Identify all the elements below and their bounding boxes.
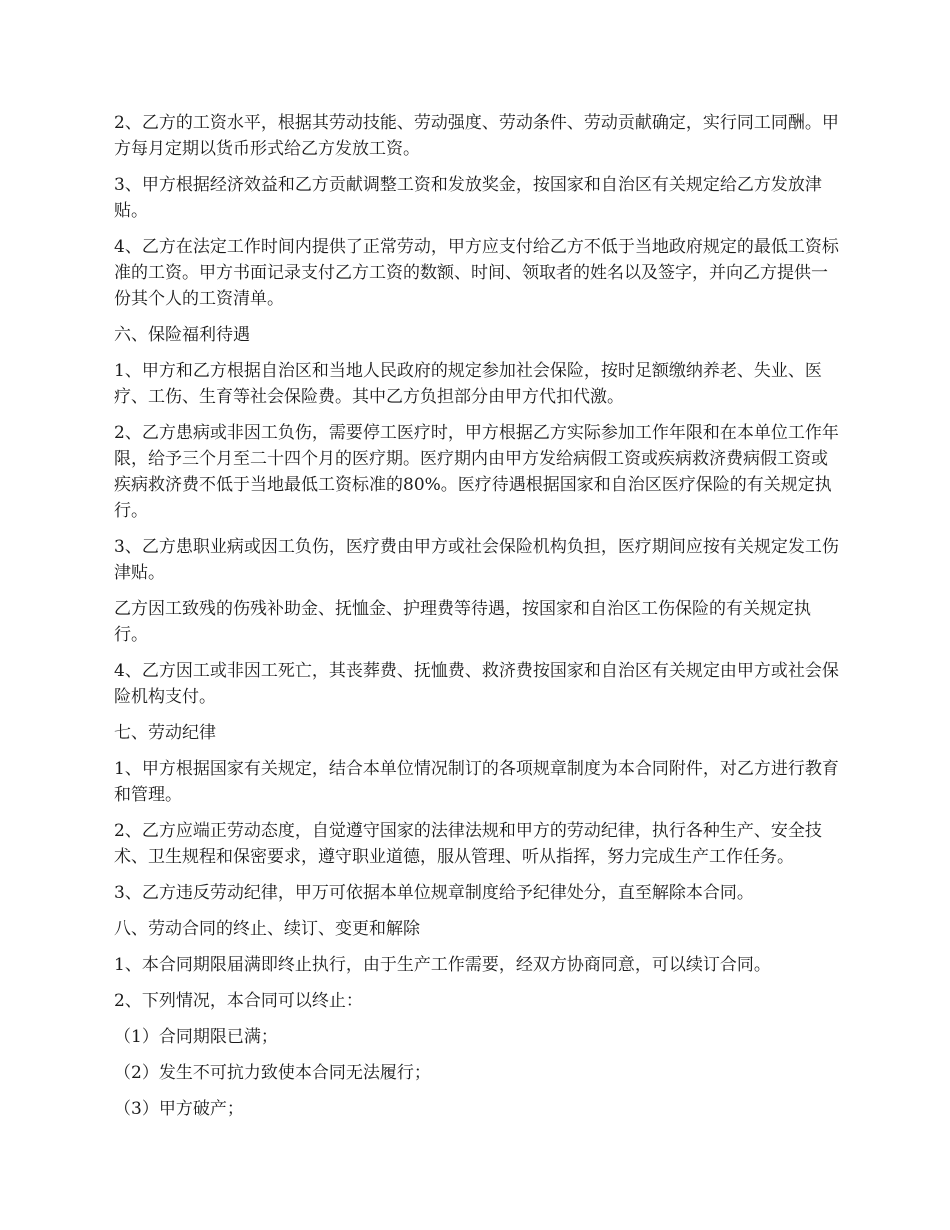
paragraph: 3、乙方患职业病或因工负伤，医疗费由甲方或社会保险机构负担，医疗期间应按有关规定发工伤津贴。 — [114, 537, 839, 583]
list-item: （2）发生不可抗力致使本合同无法履行； — [114, 1063, 431, 1083]
paragraph: 1、本合同期限届满即终止执行，由于生产工作需要，经双方协商同意，可以续订合同。 — [114, 955, 771, 975]
paragraph: 2、下列情况，本合同可以终止： — [114, 991, 363, 1011]
paragraph: 3、乙方违反劳动纪律，甲万可依据本单位规章制度给予纪律处分，直至解除本合同。 — [114, 883, 754, 903]
paragraph: 4、乙方在法定工作时间内提供了正常劳动，甲方应支付给乙方不低于当地政府规定的最低工资标准的工资。甲方书面记录支付乙方工资的数额、时间、领取者的姓名以及签字，并向乙方提供一份其个人的工资清单。 — [114, 237, 839, 309]
section-heading: 七、劳动纪律 — [114, 723, 216, 743]
paragraph: 3、甲方根据经济效益和乙方贡献调整工资和发放奖金，按国家和自治区有关规定给乙方发放津贴。 — [114, 175, 822, 221]
paragraph: 1、甲方和乙方根据自治区和当地人民政府的规定参加社会保险，按时足额缴纳养老、失业、医疗、工伤、生育等社会保险费。其中乙方负担部分由甲方代扣代激。 — [114, 361, 822, 407]
paragraph: 2、乙方的工资水平，根据其劳动技能、劳动强度、劳动条件、劳动贡献确定，实行同工同酬。甲方每月定期以货币形式给乙方发放工资。 — [114, 113, 839, 159]
document-body — [114, 110, 844, 1132]
paragraph: 1、甲方根据国家有关规定，结合本单位情况制订的各项规章制度为本合同附件，对乙方进行教育和管理。 — [114, 759, 839, 805]
paragraph: 乙方因工致残的伤残补助金、抚恤金、护理费等待遇，按国家和自治区工伤保险的有关规定执行。 — [114, 599, 811, 645]
section-heading: 六、保险福利待遇 — [114, 325, 250, 345]
paragraph: 2、乙方应端正劳动态度，自觉遵守国家的法律法规和甲方的劳动纪律，执行各种生产、安全技术、卫生规程和保密要求，遵守职业道德，服从管理、听从指挥，努力完成生产工作任务。 — [114, 821, 822, 867]
list-item: （1）合同期限已满； — [114, 1027, 278, 1047]
section-heading: 八、劳动合同的终止、续订、变更和解除 — [114, 919, 420, 939]
list-item: （3）甲方破产； — [114, 1099, 244, 1119]
paragraph: 2、乙方患病或非因工负伤，需要停工医疗时，甲方根据乙方实际参加工作年限和在本单位工作年限，给予三个月至二十四个月的医疗期。医疗期内由甲方发给病假工资或疾病救济费病假工资或疾病救济费不低于当地最低工资标准的80%。医疗待遇根据国家和自治区医疗保险的有关规定执行。 — [114, 423, 839, 521]
paragraph: 4、乙方因工或非因工死亡，其丧葬费、抚恤费、救济费按国家和自治区有关规定由甲方或社会保险机构支付。 — [114, 661, 839, 707]
